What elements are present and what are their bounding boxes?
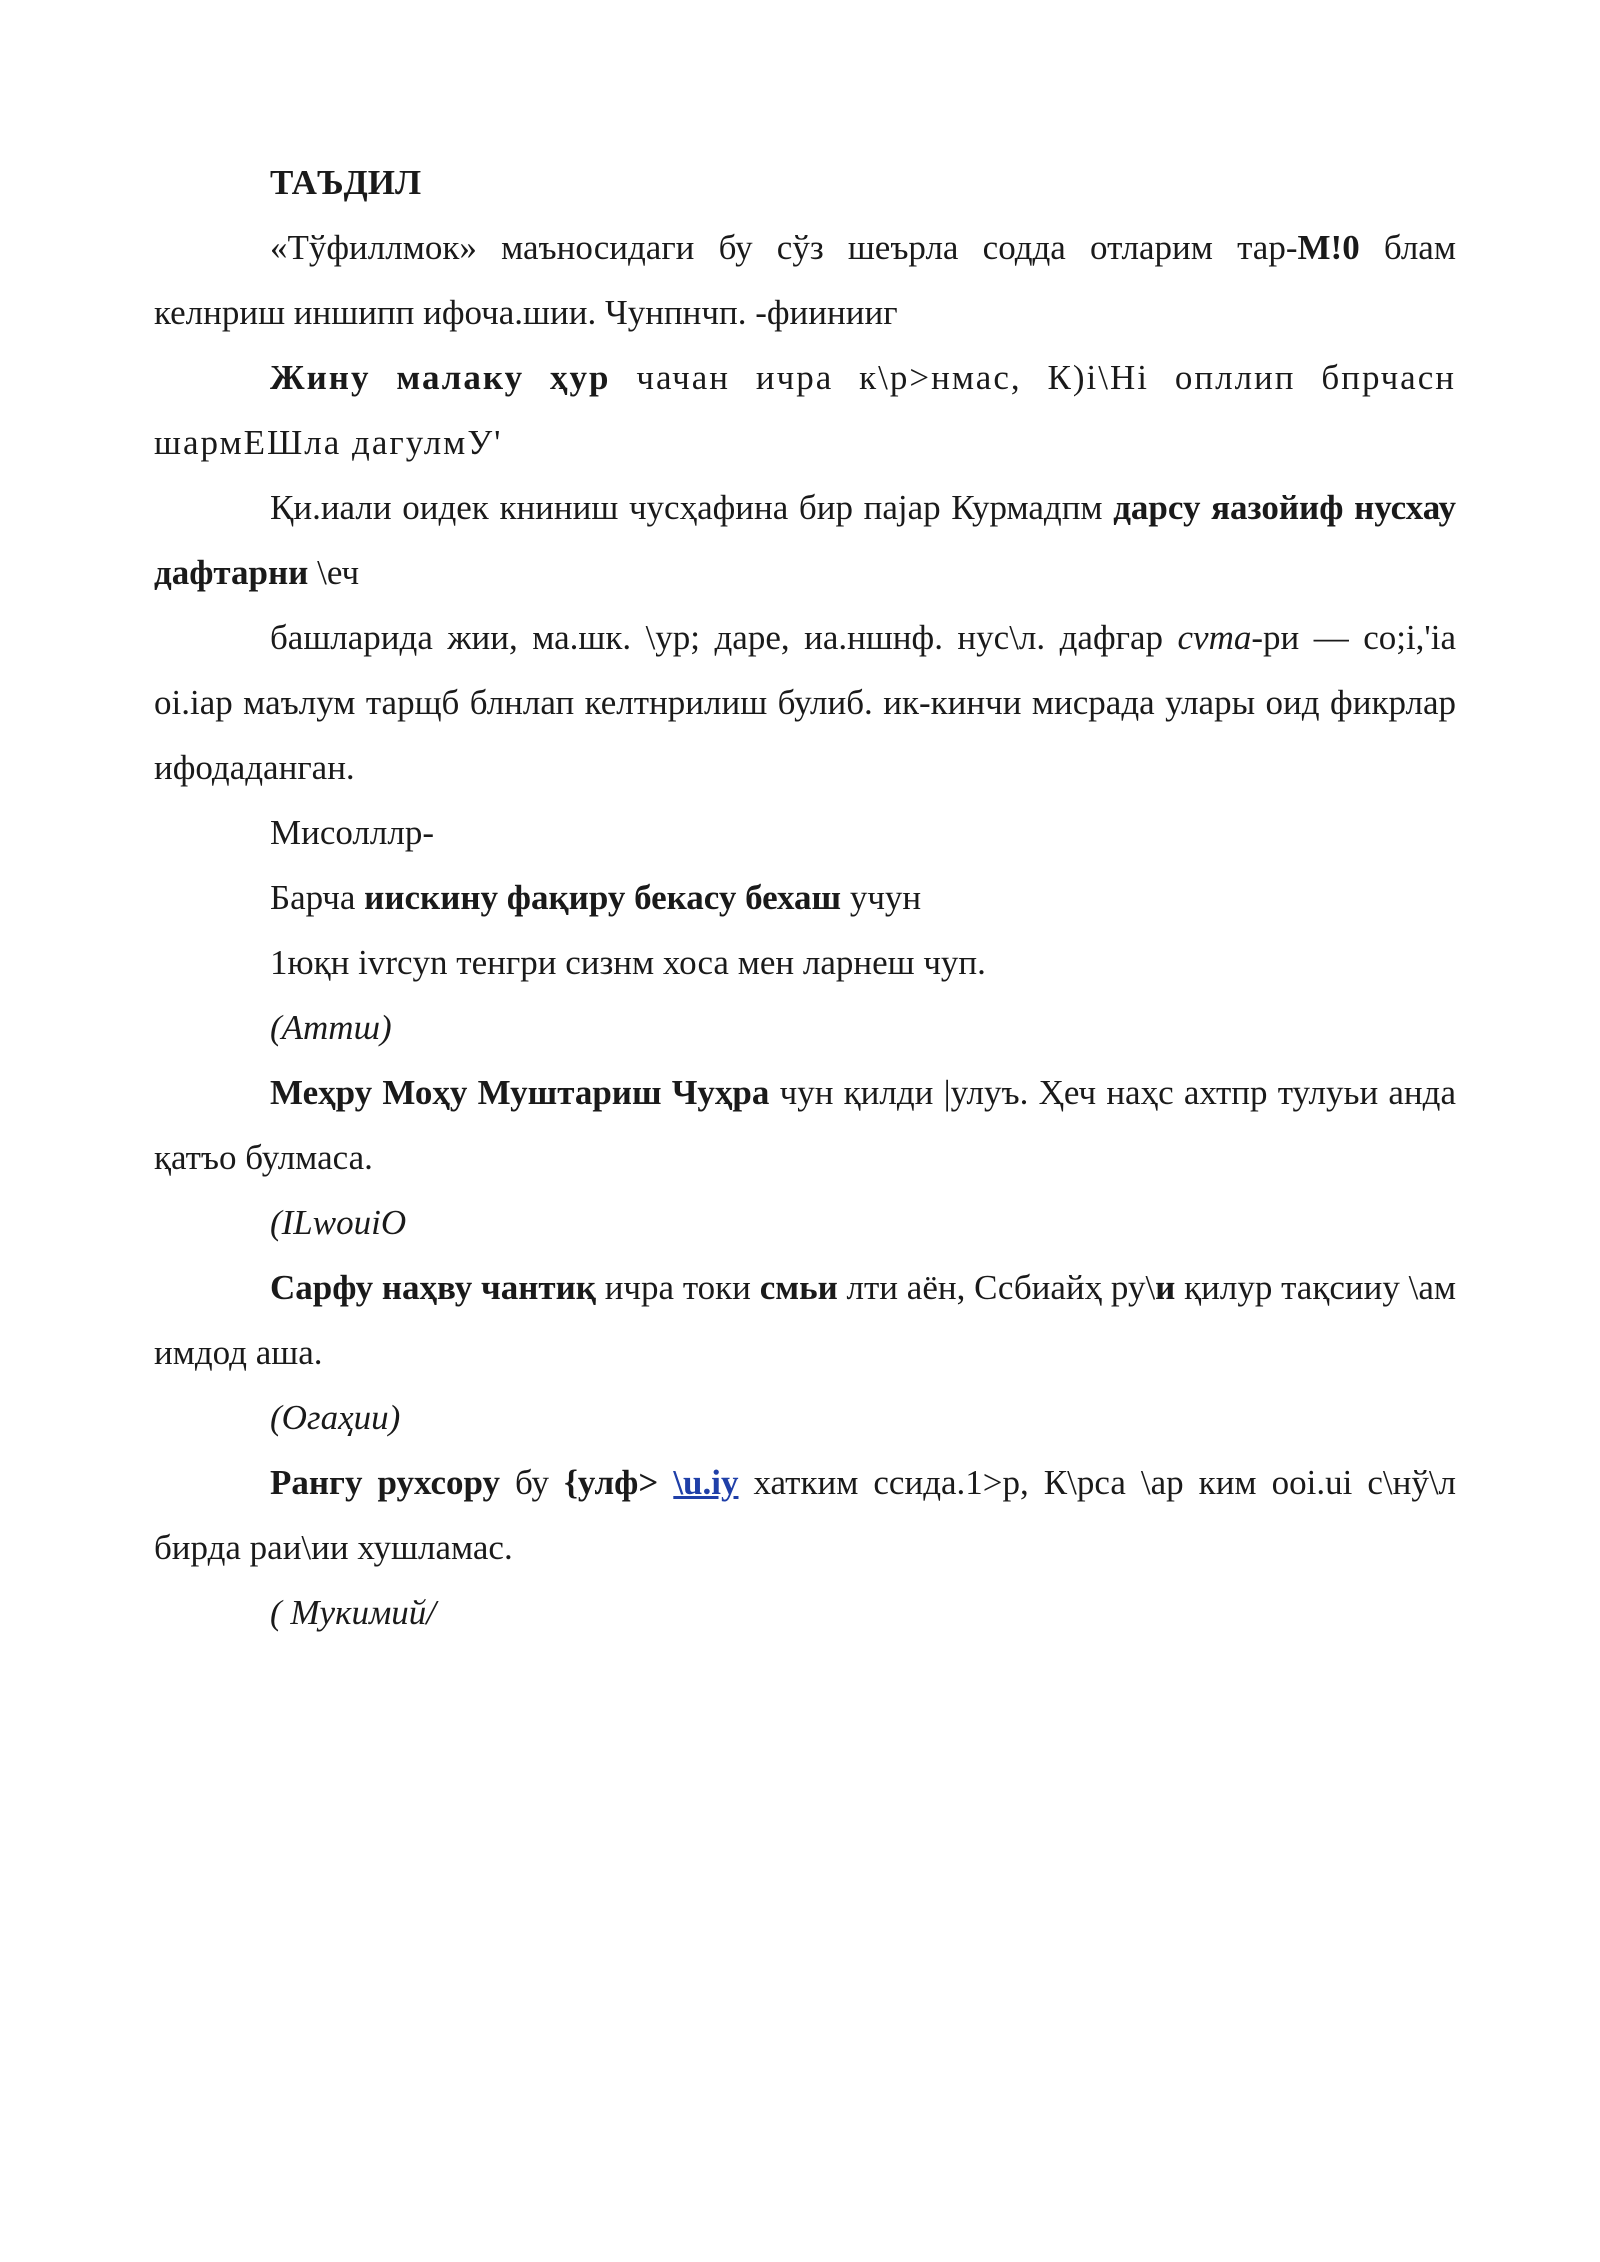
author-attribution-3 <box>154 1385 1456 1450</box>
text-run: башларида жии, ма.шк. \ур; даре, иа.ншнф. нус\л. дафгар <box>270 618 1178 657</box>
author-attribution-1 <box>154 995 1456 1060</box>
text-run: учун <box>841 878 922 917</box>
text-run: Барча <box>270 878 365 917</box>
paragraph-intro <box>154 215 1456 345</box>
example-paragraph-3 <box>154 1255 1456 1385</box>
text-run <box>658 1463 673 1502</box>
bold-run: М!0 <box>1297 228 1360 267</box>
italic-run: (Огаҳии) <box>270 1398 401 1437</box>
text-run: қилур тақсииу \ам имдод аша. <box>154 1268 1457 1372</box>
bold-run: смьи <box>759 1268 838 1307</box>
bold-run: Сарфу наҳву чантиқ <box>270 1268 596 1307</box>
text-run: шармЕШла дагулмУ' <box>154 423 503 462</box>
document-page <box>154 150 1456 1645</box>
example-paragraph-4 <box>154 1450 1456 1580</box>
bold-run: Жину малаку ҳур <box>270 358 611 397</box>
text-run: чачан ичра к\р>нмас, К)i\Hi опллип бпрчасн <box>610 358 1456 397</box>
bold-run: Рангу рухсору <box>270 1463 501 1502</box>
text-run: лти аён, Ссбиайҳ ру\ <box>837 1268 1156 1307</box>
text-run: блам келнриш иншипп ифоча.шии. Чунпнчп. -фиинииг <box>154 228 1456 332</box>
text-run: чун қилди |улуъ. Ҳеч наҳс ахтпр тулуьи анда қатъо булмаса. <box>154 1073 1456 1177</box>
italic-run: (Аттш) <box>270 1008 392 1047</box>
text-run: «Тўфиллмок» маъносидаги бу сўз шеърла содда отларим тар- <box>270 228 1298 267</box>
italic-run: (ILwouiO <box>270 1203 407 1242</box>
verse-paragraph-1 <box>154 345 1456 475</box>
bold-run: {улф> <box>564 1463 659 1502</box>
example-line-1 <box>154 865 1456 930</box>
bold-run: Меҳру Моҳу Муштариш Чуҳра <box>270 1073 770 1112</box>
italic-run: ( Мукимий/ <box>270 1593 437 1632</box>
bold-run: дарсу яазойиф нусхау дафтарни <box>154 488 1456 592</box>
author-attribution-2 <box>154 1190 1456 1255</box>
bold-run: и <box>1155 1268 1176 1307</box>
text-run: \еч <box>308 553 360 592</box>
example-line-2: 1юқн ivrcyn тенгри сизнм хоса мен ларнеш чуп. <box>270 943 986 982</box>
text-run: бу <box>500 1463 565 1502</box>
example-paragraph-2 <box>154 1060 1456 1190</box>
text-run: ичра токи <box>595 1268 760 1307</box>
examples-label: Мисолллр- <box>270 813 434 852</box>
hyperlink[interactable]: \u.iy <box>673 1463 739 1502</box>
text-run: -ри — co;i,'ia oi.iap маълум тарщб блнлап келтнрилиш булиб. ик-кинчи мисрада улары оид фикрлар ифодаданган. <box>154 618 1456 787</box>
text-run: Қи.иали оидек книниш чусҳафина бир пajap Курмадпм <box>270 488 1114 527</box>
heading-title: ТАЪДИЛ <box>270 163 422 202</box>
italic-run: cvma <box>1177 618 1252 657</box>
explanation-paragraph <box>154 605 1456 800</box>
bold-run: иискину фақиру бекасу бехаш <box>364 878 842 917</box>
text-run: хатким ссида.1>р, К\рса \ар ким ooi.ui с\нў\л бирда раи\ии хушламас. <box>154 1463 1457 1567</box>
verse-paragraph-2 <box>154 475 1456 605</box>
author-attribution-4 <box>154 1580 1456 1645</box>
